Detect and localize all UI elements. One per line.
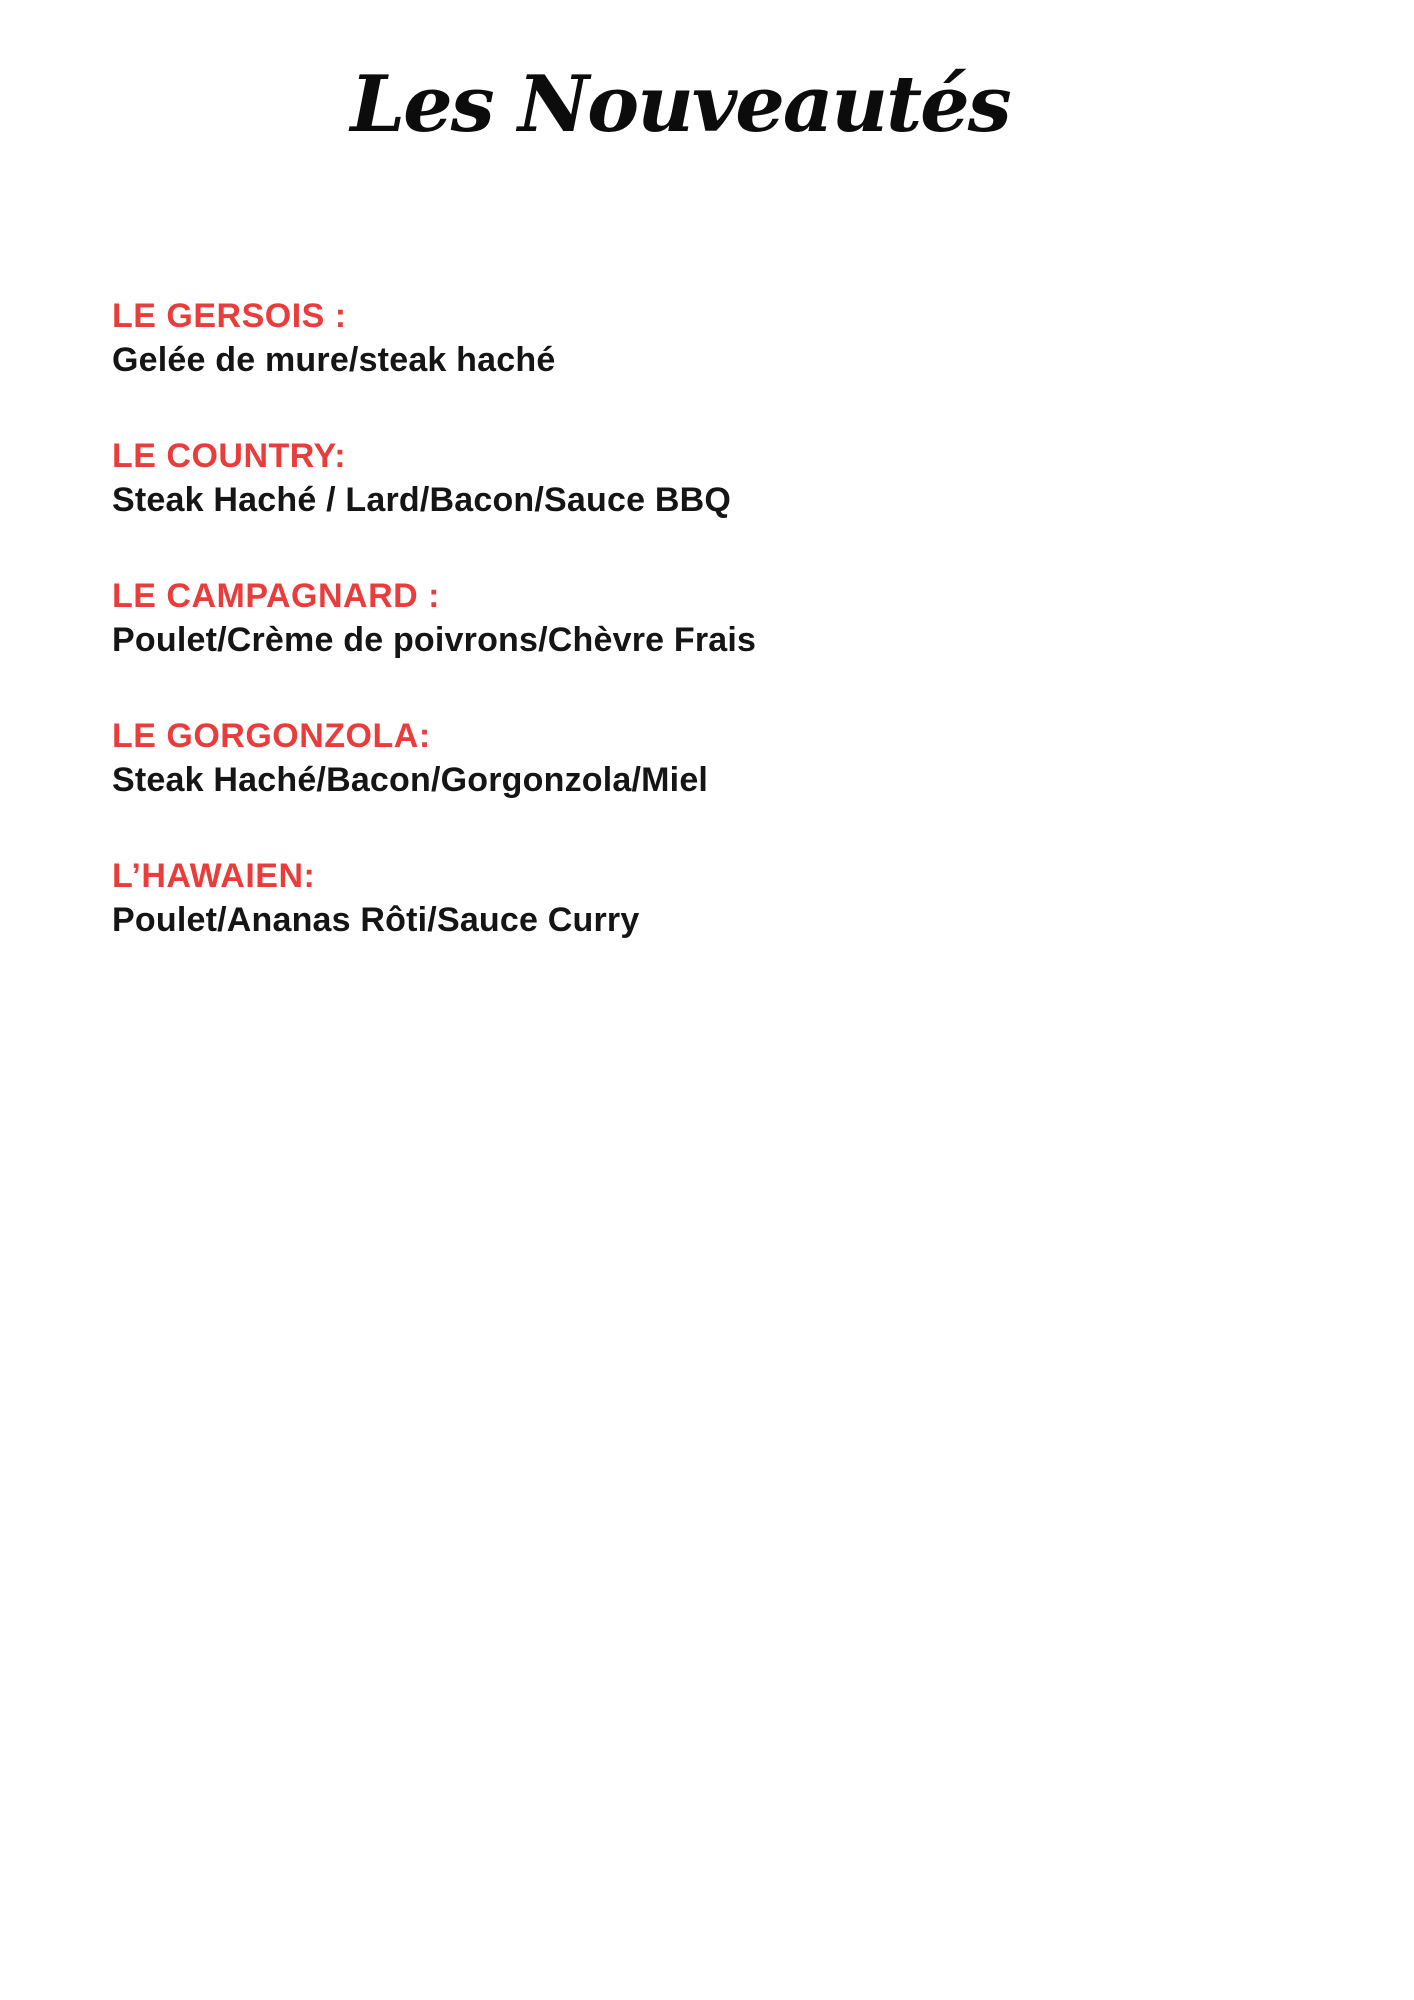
menu-item-description: Steak Haché / Lard/Bacon/Sauce BBQ (112, 481, 732, 519)
menu-item-name: L’HAWAIEN: (112, 857, 316, 895)
menu-item (112, 294, 1302, 382)
menu-item (112, 854, 1302, 942)
menu-item (112, 434, 1302, 522)
menu-item-description: Poulet/Ananas Rôti/Sauce Curry (112, 901, 640, 939)
menu-list (112, 294, 1302, 994)
menu-item-name: LE CAMPAGNARD : (112, 577, 440, 615)
menu-item-description: Steak Haché/Bacon/Gorgonzola/Miel (112, 761, 709, 799)
menu-item (112, 574, 1302, 662)
menu-item-name: LE GORGONZOLA: (112, 717, 431, 755)
menu-item-name: LE GERSOIS : (112, 297, 347, 335)
menu-item-description: Poulet/Crème de poivrons/Chèvre Frais (112, 621, 757, 659)
page-title: Les Nouveautés (350, 59, 1010, 150)
menu-item-name: LE COUNTRY: (112, 437, 347, 475)
menu-item (112, 714, 1302, 802)
menu-item-description: Gelée de mure/steak haché (112, 341, 556, 379)
